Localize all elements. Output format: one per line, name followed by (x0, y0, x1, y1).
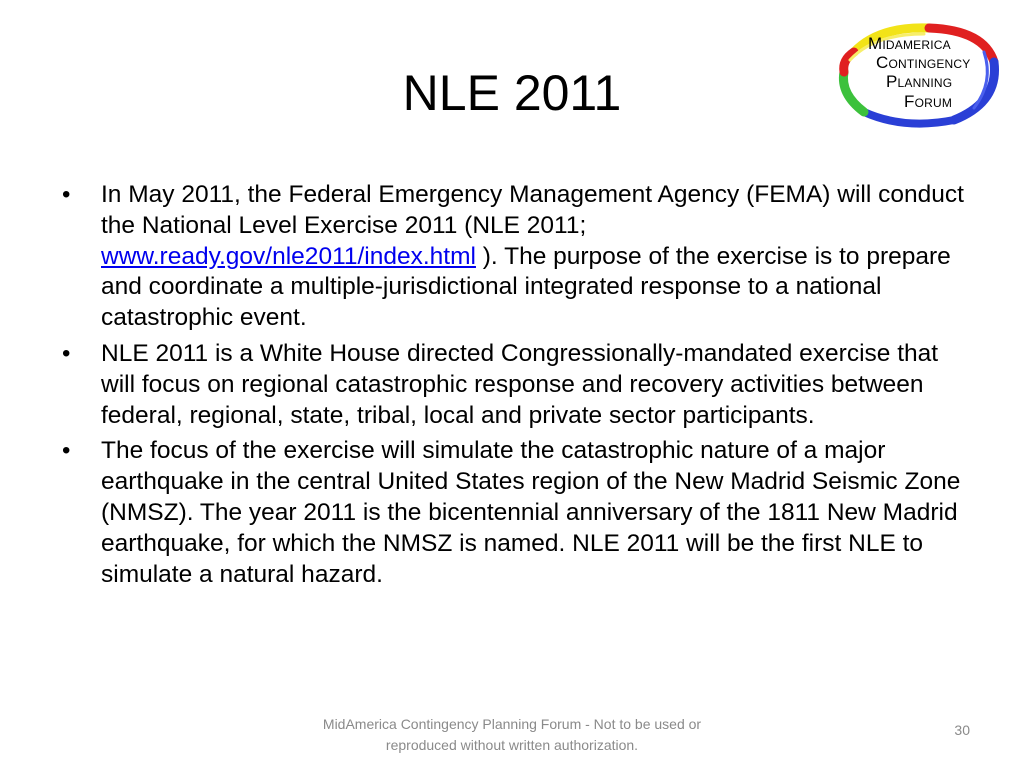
page-number: 30 (954, 722, 970, 738)
bullet-text: The focus of the exercise will simulate the catastrophic nature of a major earthquake in the central United States region of the New Madrid Seismic Zone (NMSZ). The year 2011 is the bicentennial anniversary of the 1811 New Madrid earthquake, for which the NMSZ is named. NLE 2011 will be the first NLE to simulate a natural hazard. (101, 437, 961, 588)
nle2011-link[interactable]: www.ready.gov/nle2011/index.html (101, 242, 476, 270)
slide-title: NLE 2011 (402, 65, 622, 121)
footer-line-1: MidAmerica Contingency Planning Forum - Not to be used or (322, 716, 702, 732)
bullet-item-earthquake-focus (62, 436, 967, 590)
logo-line-4: FORUM (904, 92, 953, 111)
bullet-text: NLE 2011 is a White House directed Congressionally-mandated exercise that will focus on regional catastrophic response and recovery activities between federal, regional, state, tribal, local and private sector participants. (101, 339, 939, 429)
bullet-text-before-link: In May 2011, the Federal Emergency Management Agency (FEMA) will conduct the National Level Exercise 2011 (NLE 2011; (101, 181, 964, 239)
slide-footer (300, 714, 724, 756)
logo-line-1: MIDAMERICA (868, 34, 951, 53)
logo-line-3: PLANNING (886, 72, 953, 91)
bullet-icon: • (62, 181, 71, 208)
logo-line-2: CONTINGENCY (876, 53, 971, 72)
bullet-list (62, 180, 967, 595)
bullet-icon: • (62, 339, 71, 367)
bullet-item-fema-exercise (62, 180, 967, 334)
midamerica-cpf-logo (834, 22, 1000, 128)
bullet-text-after-link: ). The purpose of the exercise is to prepare and coordinate a multiple-jurisdictional integrated response to a national catastrophic event. (101, 242, 951, 332)
bullet-item-white-house (62, 339, 967, 431)
footer-line-2: reproduced without written authorization. (385, 737, 639, 753)
bullet-icon: • (62, 437, 71, 465)
